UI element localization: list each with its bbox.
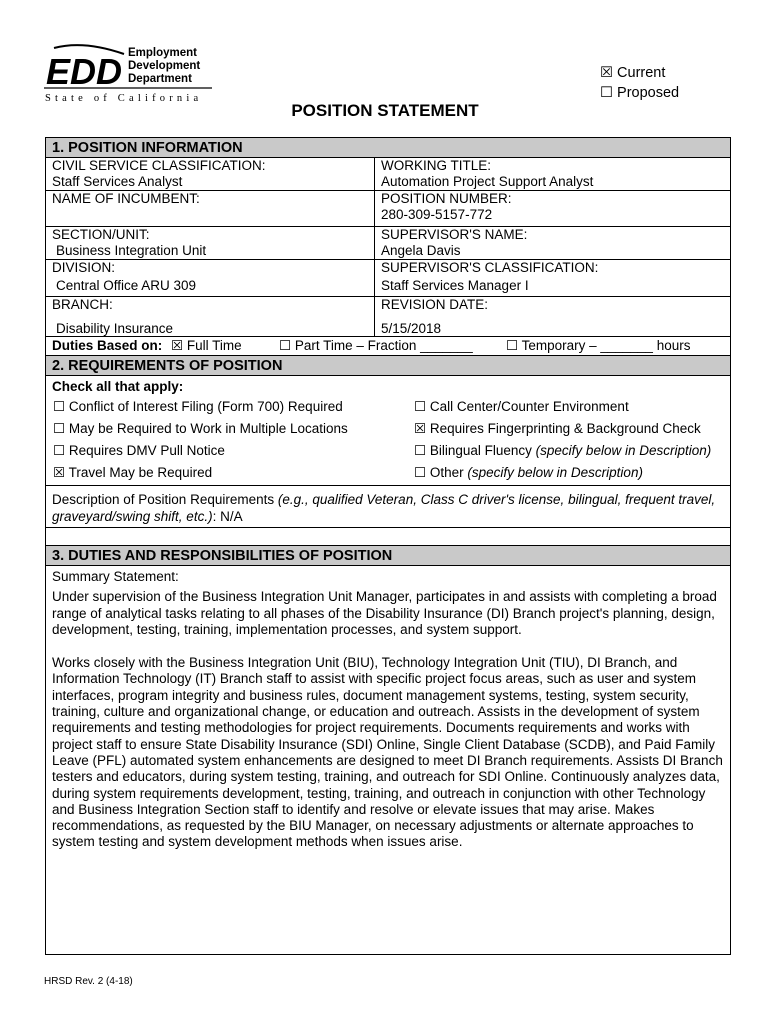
proposed-checkbox[interactable]: ☐ Proposed (600, 85, 680, 101)
supervisor-name-field[interactable]: Angela Davis (375, 243, 730, 260)
section-unit-label: SECTION/UNIT: (46, 227, 375, 243)
bilingual-checkbox[interactable]: ☐ Bilingual Fluency (414, 443, 532, 458)
revision-date-label: REVISION DATE: (381, 297, 489, 312)
requirements-block (46, 376, 730, 486)
incumbent-label: NAME OF INCUMBENT: (46, 191, 375, 207)
requirements-left-column (53, 396, 348, 484)
position-info-grid (46, 158, 730, 337)
section-unit-field[interactable]: Business Integration Unit (46, 243, 375, 260)
section2-header: 2. REQUIREMENTS OF POSITION (46, 356, 730, 376)
position-form (45, 137, 731, 955)
full-time-checkbox[interactable]: ☒ Full Time (171, 338, 242, 353)
check-all-label: Check all that apply: (52, 379, 184, 394)
summary-paragraph-1: Under supervision of the Business Integration Unit Manager, participates in and assists with completing a broad range of analytical tasks relating to all phases of the Disability Insurance (DI) Branch project's planning, design, development, testing, training, implementation processes, and system support. (52, 589, 717, 637)
other-row (414, 462, 711, 484)
branch-field[interactable]: Disability Insurance (46, 313, 375, 337)
call-center-checkbox[interactable]: ☐ Call Center/Counter Environment (414, 399, 629, 414)
position-number-field[interactable]: 280-309-5157-772 (375, 207, 730, 227)
desc-value: : N/A (212, 509, 243, 524)
spacer-row (46, 528, 730, 546)
logo-line2: Development (128, 60, 201, 72)
supervisor-class-field[interactable]: Staff Services Manager I (375, 276, 730, 297)
other-note: (specify below in Description) (463, 465, 643, 480)
position-number-label: POSITION NUMBER: (381, 191, 512, 206)
bilingual-note: (specify below in Description) (531, 443, 712, 458)
duties-based-row (46, 337, 730, 356)
conflict-interest-checkbox[interactable]: ☐ Conflict of Interest Filing (Form 700) Required (53, 399, 343, 414)
current-checkbox[interactable]: ☒ Current (600, 65, 666, 81)
desc-label: Description of Position Requirements (52, 492, 278, 507)
logo-line1: Employment (128, 47, 198, 59)
civil-service-field[interactable]: Staff Services Analyst (46, 174, 375, 191)
page-title: POSITION STATEMENT (291, 101, 479, 120)
supervisor-name-label: SUPERVISOR'S NAME: (381, 227, 528, 242)
branch-label: BRANCH: (46, 297, 375, 313)
division-label: DIVISION: (46, 260, 375, 276)
revision-date-field[interactable]: 5/15/2018 (375, 313, 730, 337)
other-checkbox[interactable]: ☐ Other (414, 465, 464, 480)
incumbent-field[interactable] (46, 207, 375, 227)
requirements-right-column (414, 396, 711, 484)
section1-header: 1. POSITION INFORMATION (46, 138, 730, 158)
fingerprinting-checkbox[interactable]: ☒ Requires Fingerprinting & Background Check (414, 421, 701, 436)
travel-checkbox[interactable]: ☒ Travel May be Required (53, 465, 213, 480)
division-field[interactable]: Central Office ARU 309 (46, 276, 375, 297)
summary-paragraph-2: Works closely with the Business Integration Unit (BIU), Technology Integration Unit (TIU), DI Branch, and Information Technology (IT) Branch staff to assist with specific project focus areas, such as user and system interfaces, program integrity and business rules, document management systems, testing, system security, training, culture and organizational change, or education and outreach. Assists in the development of system requirements and testing methodologies for project requirements. Documents requirements and works with project staff to ensure State Disability Insurance (SDI) Online, Single Client Database (SCDB), and Paid Family Leave (PFL) automated system enhancements are designed to meet DI Branch requirements. Assists DI Branch testers and educators, during system testing, training, and outreach for SDI Online. Continuously analyzes data, during system requirements development, testing, training, and outreach in conjunction with other Technology and Business Integration Section staff to identify and resolve or elevate issues that may arise. Makes recommendations, as requested by the BIU Manager, on necessary adjustments or alternate approaches to system testing and system development methods when issues arise. (52, 655, 723, 850)
duties-body[interactable] (46, 566, 730, 851)
edd-logo (44, 44, 214, 106)
bilingual-row (414, 440, 711, 462)
working-title-label: WORKING TITLE: (381, 158, 492, 173)
civil-service-label: CIVIL SERVICE CLASSIFICATION: (46, 158, 375, 174)
logo-initials: EDD (46, 51, 123, 92)
dmv-pull-checkbox[interactable]: ☐ Requires DMV Pull Notice (53, 443, 225, 458)
logo-tagline: State of California (45, 93, 203, 104)
status-checkboxes (600, 63, 679, 103)
multiple-locations-checkbox[interactable]: ☐ May be Required to Work in Multiple Locations (53, 421, 348, 436)
working-title-field[interactable]: Automation Project Support Analyst (375, 174, 730, 191)
requirements-description[interactable] (46, 486, 730, 528)
desc-example: (e.g., qualified Veteran, Class C driver's license, bilingual, frequent travel, graveyard/swing shift, etc.) (52, 492, 716, 524)
form-revision-footer: HRSD Rev. 2 (4-18) (44, 976, 133, 987)
part-time-checkbox[interactable]: ☐ Part Time – Fraction _______ (279, 338, 473, 353)
edd-logo-graphic (44, 44, 214, 106)
supervisor-class-label: SUPERVISOR'S CLASSIFICATION: (381, 260, 599, 275)
summary-label: Summary Statement: (52, 569, 179, 584)
section3-header: 3. DUTIES AND RESPONSIBILITIES OF POSITION (46, 546, 730, 566)
duties-based-label: Duties Based on: (52, 338, 163, 353)
logo-line3: Department (128, 73, 192, 85)
temporary-checkbox[interactable]: ☐ Temporary – _______ hours (506, 338, 691, 353)
